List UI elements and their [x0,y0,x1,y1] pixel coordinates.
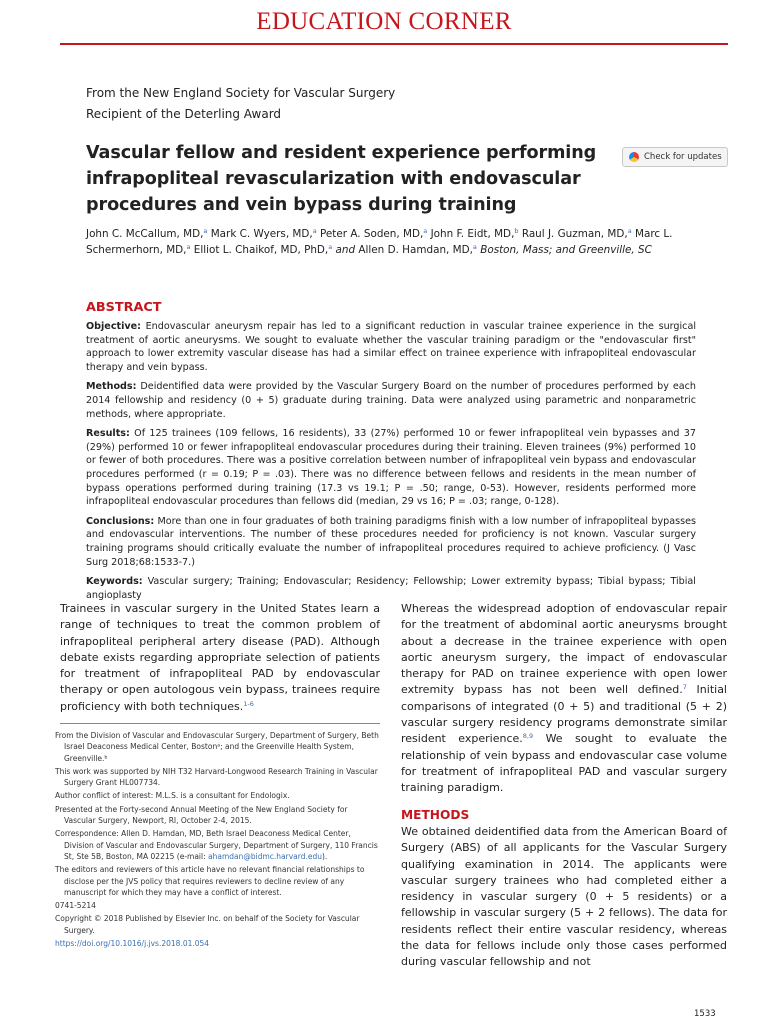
author: Peter A. Soden, MD, [320,228,424,240]
methods-label: Methods: [86,381,137,393]
footnote-copyright: Copyright © 2018 Published by Elsevier Inc. on behalf of the Society for Vascular Surgery. [55,914,360,935]
author-list [86,226,706,258]
author: John C. McCallum, MD, [86,228,204,240]
author: Allen D. Hamdan, MD, [358,244,473,256]
author: Elliot L. Chaikof, MD, PhD, [193,244,329,256]
footnote-editors: The editors and reviewers of this article have no relevant financial relationships to disclose per the JVS policy that requires reviewers to decline review of any manuscript for which they may have a conflict of interest. [55,865,365,897]
objective-text: Endovascular aneurysm repair has led to a significant reduction in vascular trainee experience in the surgical treatment of aortic aneurysms. We sought to evaluate whether the vascular training paradigm or the "endovascular first" approach to lower extremity vascular disease has had a similar effect on trainee experience with infrapopliteal endovascular therapy and vein bypass. [86,321,696,373]
page-number: 1533 [694,1009,716,1019]
footnote-support: This work was supported by NIH T32 Harvard-Longwood Research Training in Vascular Surgery Grant HL007734. [55,766,378,788]
keywords-label: Keywords: [86,576,143,588]
objective-label: Objective: [86,321,141,332]
abstract-conclusions [86,515,696,569]
footnote-correspondence [55,828,380,862]
doi-link[interactable]: https://doi.org/10.1016/j.jvs.2018.01.054 [55,939,210,949]
right-intro-text: Initial comparisons of integrated (0 + 5) and traditional (5 + 2) vascular surgery residency programs demonstrate similar resident experience. [401,683,727,746]
results-text: Of 125 trainees (109 fellows, 16 residents), 33 (27%) performed 10 or fewer infrapopliteal vein bypasses and 37 (29%) performed 10 or fewer infrapopliteal endovascular procedures during their training. Eleven trainees (9%) performed 10 or fewer of both procedures. There was a positive correlation between number of infrapopliteal vein bypass and endovascular procedures performed (r = 0.19; P = .03). There was no difference between fellows and residents in the mean number of bypass operations performed during training (17.3 vs 19.1; P = .50; range, 0-53). However, residents performed more infrapopliteal endovascular procedures than fellows did (median, 29 vs 16; P = .03; range, 0-128). [86,428,696,508]
keywords-text: Vascular surgery; Training; Endovascular; Residency; Fellowship; Lower extremity bypass; Tibial bypass; Tibial angioplasty [86,576,696,601]
abstract-keywords [86,575,696,602]
intro-text: Trainees in vascular surgery in the United States learn a range of techniques to treat the common problem of infrapopliteal peripheral artery disease (PAD). Although debate exists regarding appropriate selection of patients for treatment of infrapopliteal PAD by endovascular therapy or open autologous vein bypass, trainees require proficiency with both techniques. [60,602,380,713]
check-for-updates-label: Check for updates [644,152,722,162]
abstract-body [86,320,696,608]
author: Marc L. Schermerhorn, MD, [86,228,673,256]
affiliation-marker: a [472,243,477,251]
citation-link[interactable]: 8,9 [522,732,534,741]
abstract-heading: ABSTRACT [86,300,162,315]
society-block [86,83,395,125]
methods-heading: METHODS [401,808,470,822]
footnotes [55,730,380,951]
affiliation-marker: b [514,227,519,235]
methods-text: Deidentified data were provided by the Vascular Surgery Board on the number of procedures performed by each 2014 fellowship and residency (0 + 5) graduate during training. Data were analyzed using parametric and nonparametric methods, where appropriate. [86,381,696,420]
right-intro-text: Whereas the widespread adoption of endovascular repair for the treatment of abdominal aortic aneurysms brought about a decrease in the trainee experience with open aortic aneurysm surgery, the impact of endovascular therapy for PAD on trainee experience with open lower extremity bypass has not been well defined. [401,602,727,697]
correspondence-text: Correspondence: Allen D. Hamdan, MD, Beth Israel Deaconess Medical Center, Division of Vascular and Endovascular Surgery, Department of Surgery, 110 Francis St, Ste 5B, Boston, MA 02215 (e-mail: [55,829,378,861]
email-link[interactable]: ahamdan@bidmc.harvard.edu [208,851,322,861]
footnote-conflict: Author conflict of interest: M.L.S. is a consultant for Endologix. [55,791,290,801]
citation-link[interactable]: 7 [682,683,687,692]
conclusions-text: More than one in four graduates of both training paradigms finish with a low number of infrapopliteal bypasses and endovascular interventions. The number of these procedures needed for proficiency is not known. Vascular surgery training programs should critically evaluate the number of infrapopliteal procedures required to achieve proficiency. (J Vasc Surg 2018;68:1533-7.) [86,515,696,568]
award-line: Recipient of the Deterling Award [86,107,282,121]
correspondence-end: ). [322,851,328,861]
author: John F. Eidt, MD, [430,228,515,240]
footnote-presented: Presented at the Forty-second Annual Meeting of the New England Society for Vascular Surgery, Newport, RI, October 2-4, 2015. [55,804,348,826]
affiliation-marker: a [423,227,428,235]
footnote-affiliation: From the Division of Vascular and Endovascular Surgery, Department of Surgery, Beth Israel Deaconess Medical Center, Bostonᵃ; and the Greenville Health System, Greenville.ᵇ [55,731,379,763]
affiliation-marker: a [203,227,208,235]
author: Raul J. Guzman, MD, [521,228,628,240]
society-line: From the New England Society for Vascular Surgery [86,86,396,100]
intro-column [60,601,380,715]
author: Mark C. Wyers, MD, [210,228,313,240]
footnote-doi [55,938,380,949]
affiliation-marker: a [328,243,333,251]
intro-paragraph [60,601,380,715]
section-header: EDUCATION CORNER [256,8,512,35]
results-label: Results: [86,428,130,440]
check-for-updates-button[interactable] [622,147,728,167]
methods-column [401,824,727,971]
abstract-methods [86,380,696,421]
abstract-results [86,427,696,509]
methods-paragraph: We obtained deidentified data from the American Board of Surgery (ABS) of all applicants for the Vascular Surgery qualifying examination in 2014. The applicants were vascular surgery trainees who had completed either a residency in vascular surgery (0 + 5 residents) or a fellowship in vascular surgery (5 + 2 fellows). The data for residents reflect their entire vascular residency, whereas the data for fellows include only those cases performed during vascular fellowship and not [401,825,727,969]
affiliation-marker: a [186,243,191,251]
abstract-objective [86,320,696,374]
article-title: Vascular fellow and resident experience performing infrapopliteal revascularization with endovascular procedures and vein bypass during training [86,143,597,215]
conclusions-label: Conclusions: [86,515,155,527]
citation-link[interactable]: 1-6 [243,699,254,708]
footnote-divider [60,723,380,724]
header-rule [60,43,728,45]
affiliation-marker: a [627,227,632,235]
footnote-issn: 0741-5214 [55,901,96,911]
crossmark-icon [629,152,639,162]
and-word: and [335,244,356,256]
affiliation-marker: a [312,227,317,235]
right-intro-text: We sought to evaluate the relationship of vein bypass and endovascular case volume for treatment of infrapopliteal PAD and vascular surgery training paradigm. [401,732,727,795]
right-column-intro [401,601,727,797]
right-intro-paragraph [401,601,727,797]
author-location: Boston, Mass; and Greenville, SC [480,244,652,256]
